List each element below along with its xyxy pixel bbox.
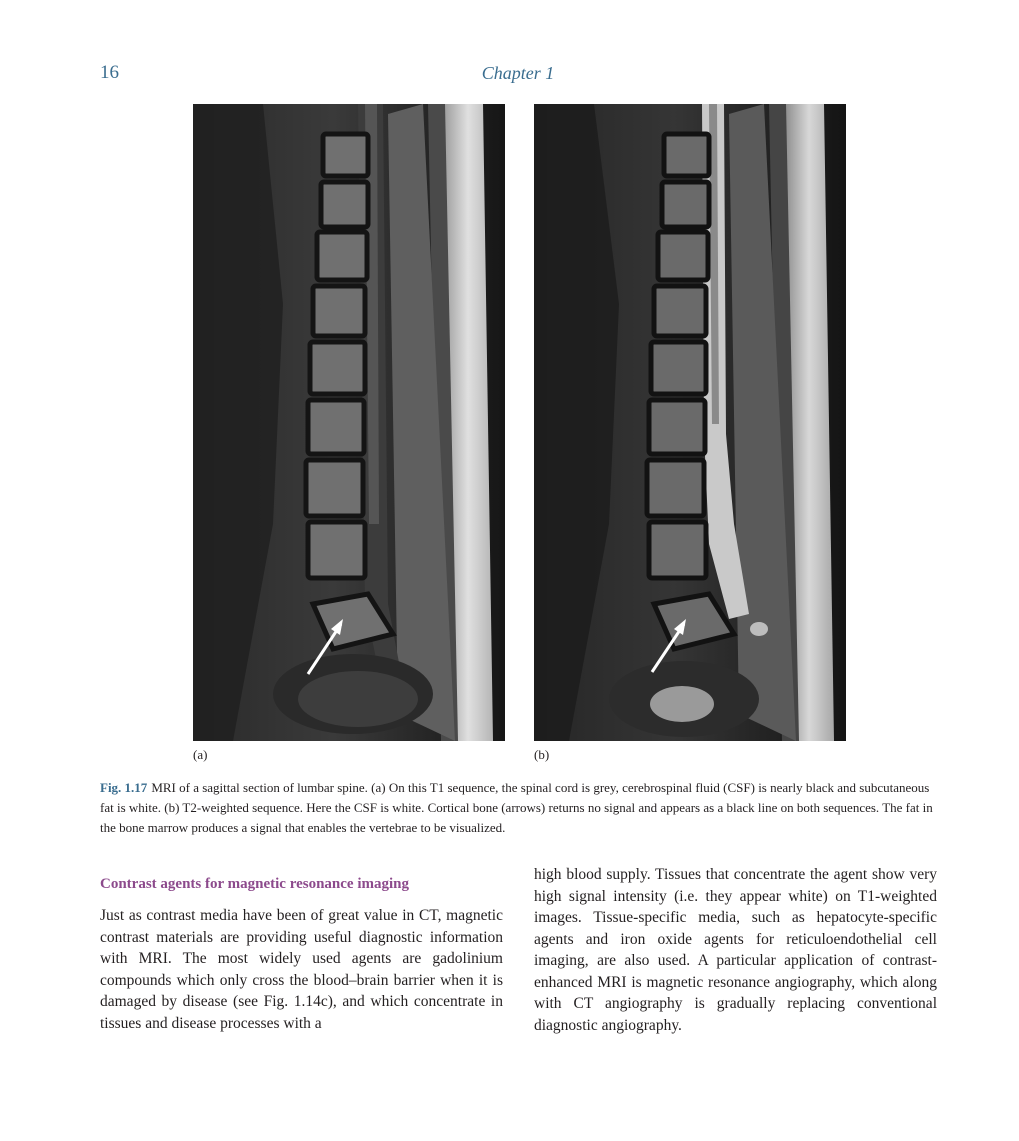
body-text-left-column: Just as contrast media have been of great value in CT, magnetic contrast materials are providing useful diagnostic information with MRI. The most widely used agents are gadolinium compounds which only cross the blood–brain barrier when it is damaged by disease (see Fig. 1.14c), and which concentrate in tissues and disease processes with a [100,907,503,1032]
panel-label-b: (b) [534,747,550,762]
figure-number: Fig. 1.17 [100,780,148,795]
section-heading: Contrast agents for magnetic resonance imaging [100,876,409,892]
body-text-right-column: high blood supply. Tissues that concentrate the agent show very high signal intensity (i.e. they appear white) on T1-weighted images. Tissue-specific media, such as hepatocyte-specific agents and iron oxide agents for reticuloendothelial cell imaging, are also used. A particular application of contrast-enhanced MRI is magnetic resonance angiography, which along with CT angiography is gradually replacing conventional diagnostic angiography. [534,866,937,1034]
running-head: Chapter 1 [481,63,555,83]
page-number: 16 [100,62,119,83]
mri-image-t1 [193,104,505,741]
mri-t1-drawing [193,104,505,741]
panel-label-a: (a) [193,747,208,762]
caption-text: MRI of a sagittal section of lumbar spine. (a) On this T1 sequence, the spinal cord is grey, cerebrospinal fluid (CSF) is nearly black and subcutaneous fat is white. (b) T2-weighted sequence. Here the CSF is white. Cortical bone (arrows) returns no signal and appears as a black line on both sequences. The fat in the bone marrow produces a signal that enables the vertebrae to be visualized. [100,780,933,835]
mri-t2-drawing [534,104,846,741]
figure-caption [100,778,940,838]
mri-image-t2 [534,104,846,741]
